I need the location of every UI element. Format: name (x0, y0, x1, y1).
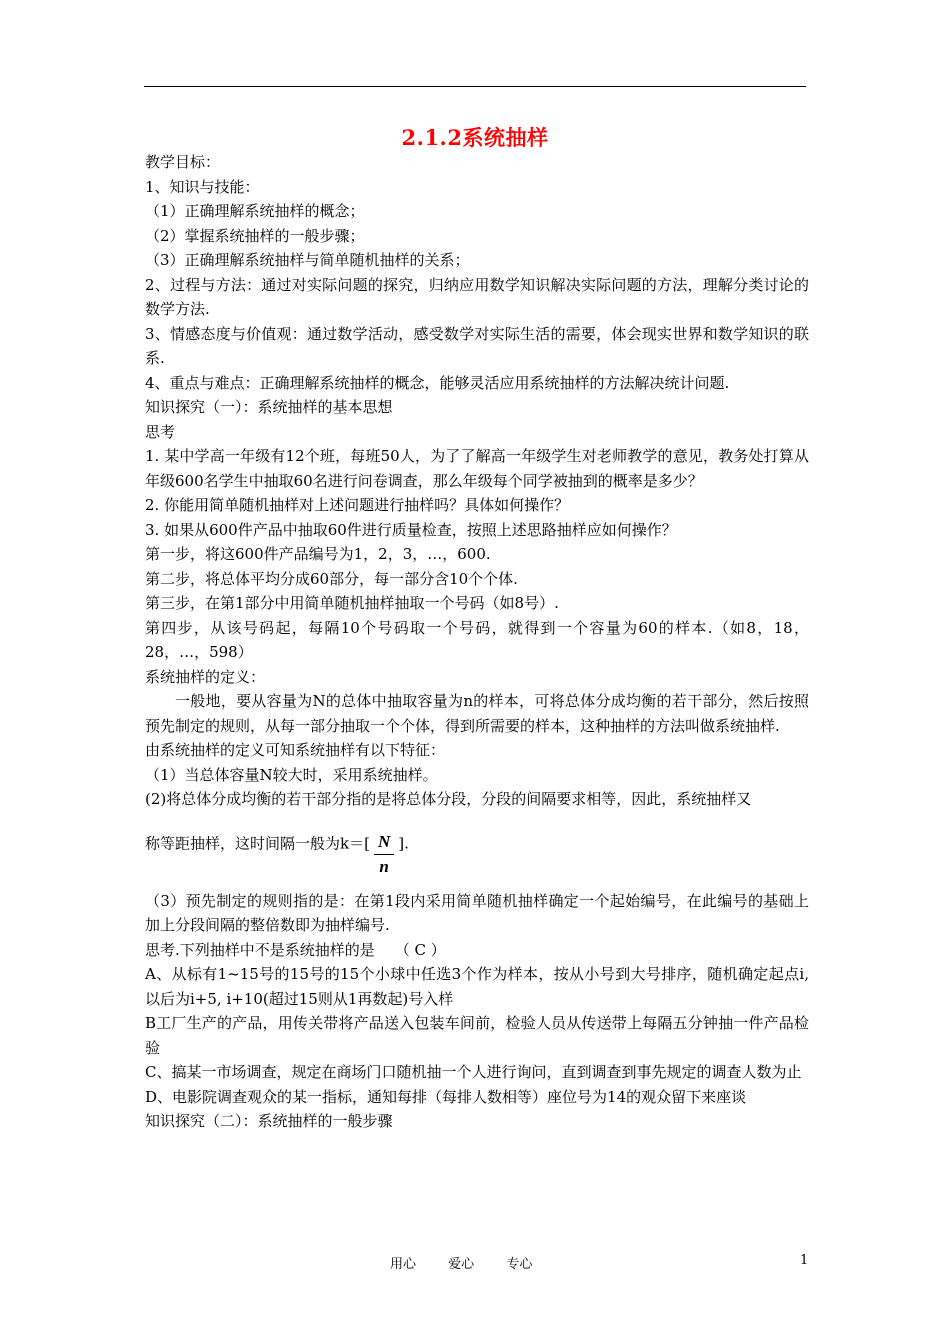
footer-motto (390, 1253, 560, 1272)
text-line: (2)将总体分成均衡的若干部分指的是将总体分段，分段的间隔要求相等，因此，系统抽样又 (145, 790, 752, 808)
text-line: （3）预先制定的规则指的是：在第1段内采用简单随机抽样确定一个起始编号，在此编号的基础上加上分段间隔的整倍数即为抽样编号. (145, 891, 809, 934)
text-line: （2）掌握系统抽样的一般步骤； (145, 226, 365, 245)
text-line: 1、知识与技能： (145, 177, 260, 196)
option-a: A、从标有1~15号的15号的15个小球中任选3个作为样本，按从小号到大号排序，随机确定起点i,以后为i+5, i+10(超过15则从1再数起)号入样 (145, 965, 809, 1008)
option-d: D、电影院调查观众的某一指标，通知每排（每排人数相等）座位号为14的观众留下来座谈 (145, 1087, 747, 1106)
text-line: 2、过程与方法：通过对实际问题的探究，归纳应用数学知识解决实际问题的方法，理解分类讨论的数学方法. (145, 275, 809, 318)
text-line: 第三步，在第1部分中用简单随机抽样抽取一个号码（如8号）. (145, 594, 559, 612)
text-line: 4、重点与难点：正确理解系统抽样的概念，能够灵活应用系统抽样的方法解决统计问题. (145, 373, 730, 392)
fraction-denominator: n (379, 856, 389, 876)
text-line: 2. 你能用简单随机抽样对上述问题进行抽样吗？具体如何操作？ (145, 496, 570, 514)
question-line (145, 938, 809, 963)
text-line: 3、情感态度与价值观：通过数学活动，感受数学对实际生活的需要，体会现实世界和数学知识的联系. (145, 324, 809, 367)
formula-prefix: 称等距抽样，这时间隔一般为k＝[ (145, 834, 370, 852)
header-rule (144, 86, 806, 87)
formula-suffix: ]. (398, 834, 409, 852)
text-line: 系统抽样的定义： (145, 667, 266, 686)
text-line: （1）正确理解系统抽样的概念； (145, 202, 365, 220)
text-line: 第一步，将这600件产品编号为1，2，3，…，600. (145, 545, 491, 563)
text-line: 3. 如果从600件产品中抽取60件进行质量检查，按照上述思路抽样应如何操作？ (145, 520, 677, 539)
text-line: 思考 (145, 422, 176, 441)
definition-paragraph: 一般地，要从容量为N的总体中抽取容量为n的样本，可将总体分成均衡的若干部分，然后按照预先制定的规则，从每一部分抽取一个个体，得到所需要的样本，这种抽样的方法叫做系统抽样. (145, 692, 809, 735)
section-heading: 知识探究（一）：系统抽样的基本思想 (145, 398, 393, 416)
fraction-numerator: N (374, 832, 394, 855)
option-c: C、搞某一市场调查，规定在商场门口随机抽一个人进行询问，直到调查到事先规定的调查人数为止 (145, 1063, 802, 1081)
text-line: 由系统抽样的定义可知系统抽样有以下特征： (145, 741, 446, 759)
text-line: 第二步，将总体平均分成60部分，每一部分含10个个体. (145, 569, 518, 588)
footer-word: 用心 (390, 1257, 417, 1272)
text-line: 1. 某中学高一年级有12个班，每班50人，为了了解高一年级学生对老师教学的意见，教务处打算从年级600名学生中抽取60名进行问卷调查，那么年级每个同学被抽到的概率是多少？ (145, 447, 809, 490)
page-number: 1 (800, 1253, 809, 1268)
document-body (145, 150, 809, 1134)
footer-word: 专心 (506, 1257, 533, 1272)
text-line: 第四步，从该号码起，每隔10个号码取一个号码，就得到一个容量为60的样本.（如8，18，28，…，598） (145, 618, 809, 661)
question-answer: （ C ） (394, 940, 446, 959)
interval-formula-line (145, 822, 809, 876)
fraction (374, 832, 394, 877)
text-line: （1）当总体容量N较大时，采用系统抽样。 (145, 765, 438, 784)
option-b: B工厂生产的产品，用传关带将产品送入包装车间前，检验人员从传送带上每隔五分钟抽一件产品检验 (145, 1014, 809, 1057)
question-text: 思考.下列抽样中不是系统抽样的是 (145, 940, 375, 959)
text-line: （3）正确理解系统抽样与简单随机抽样的关系； (145, 251, 470, 269)
text-line: 教学目标： (145, 153, 221, 171)
footer-word: 爱心 (448, 1257, 475, 1272)
section-heading: 知识探究（二）：系统抽样的一般步骤 (145, 1112, 393, 1130)
page-title: 2.1.2系统抽样 (401, 125, 549, 150)
